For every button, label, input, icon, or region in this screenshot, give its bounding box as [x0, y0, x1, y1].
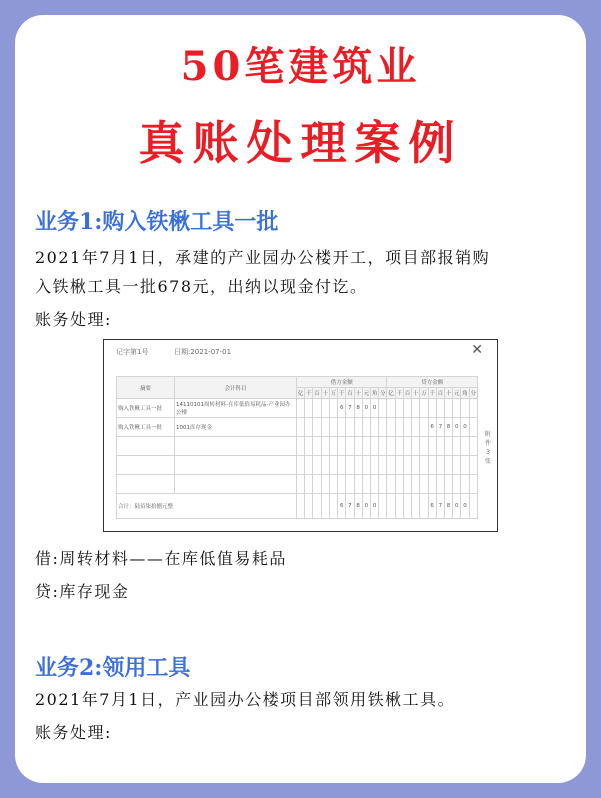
biz1-desc-line-1: 2021年7月1日，承建的产业园办公楼开工，项目部报销购 — [35, 248, 491, 267]
credit-digit — [444, 399, 452, 418]
biz1-proc-label: 账务处理: — [35, 310, 112, 329]
credit-digit — [461, 437, 469, 456]
debit-unit-10: 分 — [379, 388, 387, 399]
credit-digit — [461, 475, 469, 494]
credit-unit-8: 元 — [453, 388, 461, 399]
debit-digit: 0 — [370, 399, 378, 418]
voucher-total-row — [117, 494, 478, 519]
debit-digit — [321, 494, 329, 519]
debit-digit — [305, 418, 313, 437]
debit-digit — [379, 494, 387, 519]
debit-digit — [370, 456, 378, 475]
debit-digit — [370, 475, 378, 494]
debit-digit — [321, 437, 329, 456]
credit-digit — [461, 399, 469, 418]
credit-digit — [412, 494, 420, 519]
credit-digit — [420, 399, 428, 418]
credit-digit — [444, 475, 452, 494]
debit-digit: 7 — [346, 494, 354, 519]
credit-digit — [428, 399, 436, 418]
total-label: 合计：陆佰柒拾捌元整 — [117, 494, 297, 519]
credit-digit — [420, 437, 428, 456]
credit-digit: 0 — [461, 494, 469, 519]
debit-digit — [362, 475, 370, 494]
row-account — [175, 475, 297, 494]
row-summary — [117, 475, 175, 494]
row-summary — [117, 456, 175, 475]
biz2-desc-line-1: 2021年7月1日，产业园办公楼项目部领用铁楸工具。 — [35, 690, 456, 709]
debit-digit — [362, 418, 370, 437]
credit-digit — [395, 418, 403, 437]
debit-digit — [370, 418, 378, 437]
credit-unit-7: 十 — [444, 388, 452, 399]
debit-digit — [354, 475, 362, 494]
biz1-credit-entry: 贷:库存现金 — [35, 582, 130, 601]
title-line-2: 真账处理案例 — [138, 116, 463, 170]
credit-digit — [412, 475, 420, 494]
debit-digit — [338, 418, 346, 437]
attach-char: 件 — [484, 440, 491, 447]
debit-digit — [297, 475, 305, 494]
debit-digit — [354, 437, 362, 456]
credit-digit — [428, 437, 436, 456]
debit-digit: 0 — [362, 399, 370, 418]
col-credit-header: 贷方金额 — [387, 377, 478, 388]
debit-digit — [305, 475, 313, 494]
debit-digit — [313, 475, 321, 494]
debit-digit — [313, 437, 321, 456]
credit-digit — [469, 475, 477, 494]
credit-unit-6: 百 — [436, 388, 444, 399]
credit-digit — [403, 418, 411, 437]
debit-unit-2: 百 — [313, 388, 321, 399]
attach-char: 张 — [484, 458, 491, 465]
post-card — [15, 15, 586, 783]
credit-digit — [444, 456, 452, 475]
credit-digit — [420, 475, 428, 494]
credit-digit: 8 — [444, 494, 452, 519]
biz1-desc-line-2: 入铁楸工具一批678元，出纳以现金付讫。 — [35, 277, 368, 296]
credit-digit: 6 — [428, 418, 436, 437]
debit-digit — [379, 475, 387, 494]
biz2-proc-label: 账务处理: — [35, 723, 112, 742]
debit-digit — [305, 437, 313, 456]
credit-digit — [387, 399, 395, 418]
debit-digit — [379, 437, 387, 456]
debit-digit — [379, 399, 387, 418]
credit-digit — [453, 456, 461, 475]
credit-digit — [412, 418, 420, 437]
credit-unit-0: 亿 — [387, 388, 395, 399]
close-icon: ✕ — [471, 342, 483, 358]
credit-unit-4: 万 — [420, 388, 428, 399]
debit-digit — [329, 475, 337, 494]
voucher-date: 日期:2021-07-01 — [174, 348, 232, 356]
credit-digit — [461, 456, 469, 475]
debit-digit — [338, 437, 346, 456]
debit-digit — [346, 437, 354, 456]
credit-digit — [387, 494, 395, 519]
debit-digit — [362, 437, 370, 456]
debit-digit: 7 — [346, 399, 354, 418]
debit-digit — [379, 456, 387, 475]
debit-unit-1: 千 — [305, 388, 313, 399]
credit-digit — [395, 437, 403, 456]
credit-digit — [444, 437, 452, 456]
debit-digit — [338, 456, 346, 475]
credit-digit — [469, 437, 477, 456]
credit-digit: 8 — [444, 418, 452, 437]
debit-digit — [305, 399, 313, 418]
credit-digit — [387, 437, 395, 456]
row-account — [175, 437, 297, 456]
debit-digit — [321, 418, 329, 437]
attach-char: 附 — [484, 431, 491, 438]
debit-unit-6: 百 — [346, 388, 354, 399]
credit-digit — [453, 437, 461, 456]
debit-digit — [329, 418, 337, 437]
debit-unit-4: 万 — [329, 388, 337, 399]
credit-unit-1: 千 — [395, 388, 403, 399]
credit-digit — [395, 475, 403, 494]
row-account — [175, 456, 297, 475]
debit-digit — [297, 418, 305, 437]
debit-digit — [346, 475, 354, 494]
row-account: 14110101周转材料-在库低值易耗品-产业园办公楼 — [175, 399, 297, 418]
credit-digit — [453, 399, 461, 418]
debit-digit — [329, 456, 337, 475]
debit-digit: 0 — [362, 494, 370, 519]
debit-digit — [346, 418, 354, 437]
credit-digit — [436, 399, 444, 418]
debit-digit — [305, 456, 313, 475]
credit-digit — [387, 475, 395, 494]
voucher-table — [116, 376, 478, 519]
credit-digit — [403, 475, 411, 494]
col-account-header: 会计科目 — [175, 377, 297, 399]
credit-digit — [395, 399, 403, 418]
debit-digit — [354, 418, 362, 437]
debit-digit — [313, 399, 321, 418]
credit-digit — [412, 456, 420, 475]
biz2-heading: 业务2:领用工具 — [35, 655, 191, 681]
debit-digit — [313, 456, 321, 475]
debit-digit — [297, 437, 305, 456]
debit-unit-9: 角 — [370, 388, 378, 399]
biz1-heading: 业务1:购入铁楸工具一批 — [35, 209, 279, 235]
debit-digit: 6 — [338, 399, 346, 418]
debit-digit: 8 — [354, 494, 362, 519]
credit-digit — [436, 475, 444, 494]
debit-digit: 8 — [354, 399, 362, 418]
credit-unit-9: 角 — [461, 388, 469, 399]
debit-digit — [297, 494, 305, 519]
col-debit-header: 借方金额 — [297, 377, 387, 388]
credit-digit — [420, 418, 428, 437]
debit-digit — [329, 494, 337, 519]
debit-digit — [338, 475, 346, 494]
credit-digit — [403, 437, 411, 456]
credit-digit — [403, 456, 411, 475]
row-summary: 购入铁楸工具一批 — [117, 418, 175, 437]
debit-digit — [305, 494, 313, 519]
credit-digit: 7 — [436, 418, 444, 437]
biz1-debit-entry: 借:周转材料——在库低值易耗品 — [35, 549, 287, 568]
voucher-number: 记字第1号 — [116, 348, 149, 356]
voucher-row — [117, 399, 478, 418]
credit-digit — [395, 494, 403, 519]
row-account: 1001库存现金 — [175, 418, 297, 437]
credit-digit: 7 — [436, 494, 444, 519]
debit-unit-8: 元 — [362, 388, 370, 399]
debit-digit — [346, 456, 354, 475]
voucher-row — [117, 418, 478, 437]
attach-char: 3 — [486, 449, 490, 456]
credit-digit — [436, 437, 444, 456]
credit-digit: 0 — [453, 494, 461, 519]
debit-digit — [329, 399, 337, 418]
credit-digit: 0 — [461, 418, 469, 437]
debit-digit: 6 — [338, 494, 346, 519]
credit-digit — [412, 437, 420, 456]
debit-digit — [321, 475, 329, 494]
debit-digit — [313, 418, 321, 437]
credit-digit — [428, 456, 436, 475]
col-summary-header: 摘要 — [117, 377, 175, 399]
credit-digit — [428, 475, 436, 494]
debit-digit — [362, 456, 370, 475]
credit-unit-5: 千 — [428, 388, 436, 399]
debit-digit: 0 — [370, 494, 378, 519]
credit-digit — [403, 399, 411, 418]
debit-unit-0: 亿 — [297, 388, 305, 399]
credit-digit — [469, 494, 477, 519]
credit-unit-10: 分 — [469, 388, 477, 399]
voucher-empty-row — [117, 475, 478, 494]
debit-unit-5: 千 — [338, 388, 346, 399]
debit-digit — [321, 456, 329, 475]
credit-digit — [436, 456, 444, 475]
credit-digit: 6 — [428, 494, 436, 519]
credit-digit — [420, 456, 428, 475]
credit-digit — [395, 456, 403, 475]
voucher-image — [103, 339, 498, 532]
credit-digit — [403, 494, 411, 519]
debit-digit — [379, 418, 387, 437]
credit-digit: 0 — [453, 418, 461, 437]
credit-digit — [453, 475, 461, 494]
credit-unit-3: 十 — [412, 388, 420, 399]
debit-unit-7: 十 — [354, 388, 362, 399]
debit-digit — [313, 494, 321, 519]
credit-digit — [469, 418, 477, 437]
credit-digit — [412, 399, 420, 418]
debit-digit — [297, 399, 305, 418]
title-line-1: 50笔建筑业 — [180, 43, 421, 90]
debit-digit — [297, 456, 305, 475]
credit-digit — [469, 456, 477, 475]
voucher-empty-row — [117, 456, 478, 475]
credit-unit-2: 百 — [403, 388, 411, 399]
credit-digit — [387, 418, 395, 437]
credit-digit — [469, 399, 477, 418]
row-summary — [117, 437, 175, 456]
debit-digit — [370, 437, 378, 456]
credit-digit — [420, 494, 428, 519]
debit-digit — [321, 399, 329, 418]
debit-digit — [354, 456, 362, 475]
row-summary: 购入铁楸工具一批 — [117, 399, 175, 418]
voucher-empty-row — [117, 437, 478, 456]
debit-unit-3: 十 — [321, 388, 329, 399]
credit-digit — [387, 456, 395, 475]
debit-digit — [329, 437, 337, 456]
attachment-count — [484, 430, 492, 466]
